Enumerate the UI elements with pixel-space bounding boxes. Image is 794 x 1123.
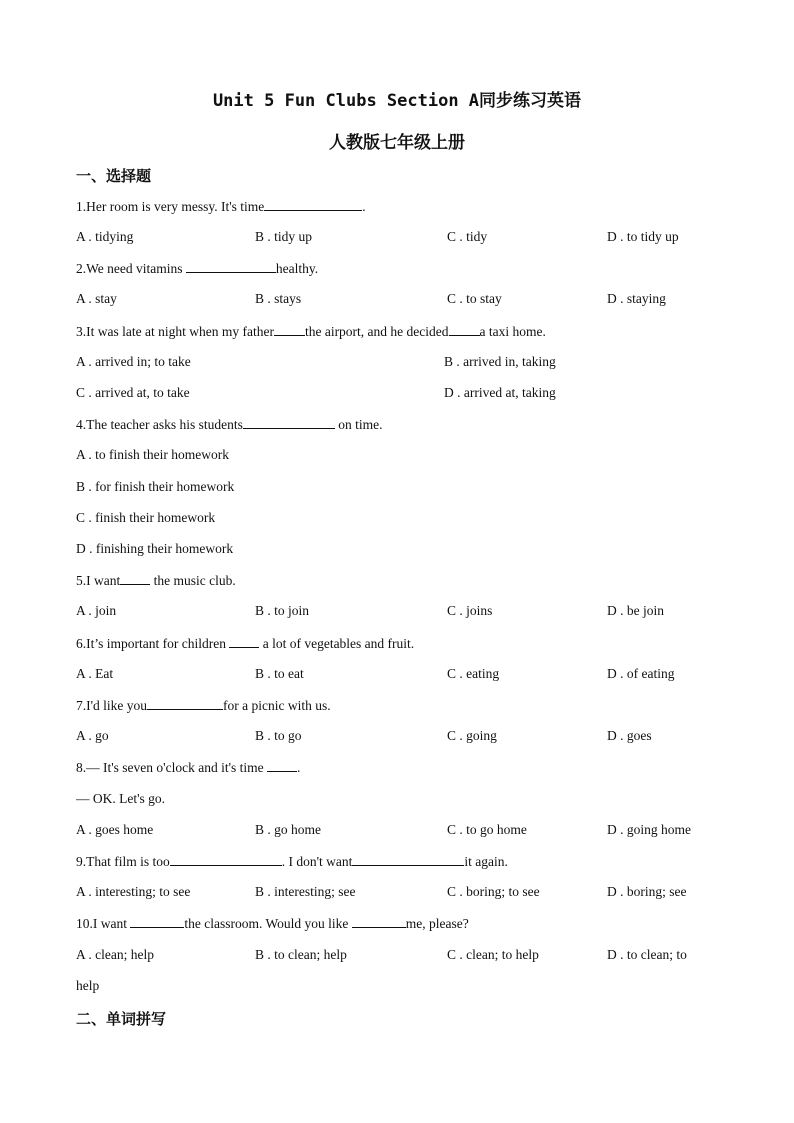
option-c[interactable]: C . to stay [447, 291, 502, 306]
section-heading-choice: 一、选择题 [76, 167, 152, 185]
option-b[interactable]: B . interesting; see [255, 884, 356, 899]
option-c[interactable]: C . eating [447, 666, 500, 681]
option-c[interactable]: C . to go home [447, 822, 527, 837]
option-d[interactable]: D . goes [607, 728, 652, 743]
option-b[interactable]: B . arrived in, taking [444, 354, 556, 369]
question-text: 1.Her room is very messy. It's time [76, 199, 265, 214]
question-text: 7.I'd like you [76, 698, 148, 713]
option-d[interactable]: D . arrived at, taking [444, 385, 556, 400]
option-a[interactable]: A . interesting; to see [76, 884, 191, 899]
option-c[interactable]: C . finish their homework [76, 510, 216, 525]
question-3 [76, 323, 546, 340]
question-text: 10.I want [76, 916, 131, 931]
option-b[interactable]: B . for finish their homework [76, 479, 235, 494]
option-d[interactable]: D . to tidy up [607, 229, 679, 244]
question-6 [76, 635, 414, 652]
option-c[interactable]: C . joins [447, 603, 493, 618]
question-5 [76, 572, 236, 589]
option-a[interactable]: A . Eat [76, 666, 114, 681]
answer-blank[interactable] [147, 697, 223, 710]
option-a[interactable]: A . go [76, 728, 109, 743]
option-d[interactable]: D . staying [607, 291, 666, 306]
answer-blank[interactable] [170, 853, 282, 866]
answer-blank[interactable] [186, 260, 276, 273]
question-9 [76, 853, 508, 870]
answer-blank[interactable] [267, 759, 297, 772]
option-a[interactable]: A . stay [76, 291, 117, 306]
option-d[interactable]: D . going home [607, 822, 691, 837]
question-text: on time. [334, 417, 383, 432]
answer-blank[interactable] [274, 323, 305, 336]
option-c[interactable]: C . boring; to see [447, 884, 540, 899]
option-c[interactable]: C . tidy [447, 229, 488, 244]
question-text: . I don't want [281, 854, 353, 869]
answer-blank[interactable] [352, 853, 464, 866]
answer-blank[interactable] [243, 416, 335, 429]
option-b[interactable]: B . to join [255, 603, 310, 618]
option-d[interactable]: D . to clean; to [607, 947, 687, 962]
option-b[interactable]: B . to go [255, 728, 302, 743]
question-7 [76, 697, 331, 714]
question-text: the music club. [150, 573, 236, 588]
option-b[interactable]: B . go home [255, 822, 321, 837]
option-c[interactable]: C . going [447, 728, 497, 743]
option-a[interactable]: A . to finish their homework [76, 447, 229, 462]
question-text: . [362, 199, 366, 214]
question-text: . [297, 760, 301, 775]
option-c[interactable]: C . arrived at, to take [76, 385, 190, 400]
question-1 [76, 198, 366, 215]
option-a[interactable]: A . goes home [76, 822, 154, 837]
option-c[interactable]: C . clean; to help [447, 947, 539, 962]
question-text: the classroom. Would you like [184, 916, 352, 931]
question-text: 8.— It's seven o'clock and it's time [76, 760, 268, 775]
question-8-reply: — OK. Let's go. [76, 791, 166, 806]
option-d[interactable]: D . be join [607, 603, 664, 618]
option-b[interactable]: B . tidy up [255, 229, 313, 244]
question-text: 6.It’s important for children [76, 636, 230, 651]
section-heading-spelling: 二、单词拼写 [76, 1010, 167, 1028]
question-text: 4.The teacher asks his students [76, 417, 243, 432]
question-text: 9.That film is too [76, 854, 170, 869]
question-4 [76, 416, 382, 433]
option-a[interactable]: A . arrived in; to take [76, 354, 191, 369]
document-subtitle: 人教版七年级上册 [329, 133, 465, 153]
option-b[interactable]: B . to clean; help [255, 947, 347, 962]
option-a[interactable]: A . clean; help [76, 947, 154, 962]
question-text: a taxi home. [479, 324, 546, 339]
question-2 [76, 260, 318, 277]
answer-blank[interactable] [229, 635, 259, 648]
option-b[interactable]: B . stays [255, 291, 302, 306]
option-d[interactable]: D . boring; see [607, 884, 687, 899]
option-a[interactable]: A . join [76, 603, 117, 618]
question-10 [76, 915, 469, 932]
question-text: 2.We need vitamins [76, 261, 186, 276]
option-d-wrap: help [76, 978, 100, 993]
option-d[interactable]: D . of eating [607, 666, 675, 681]
answer-blank[interactable] [120, 572, 150, 585]
answer-blank[interactable] [264, 198, 362, 211]
question-text: a lot of vegetables and fruit. [259, 636, 415, 651]
question-text: 3.It was late at night when my father [76, 324, 274, 339]
answer-blank[interactable] [352, 915, 406, 928]
answer-blank[interactable] [449, 323, 480, 336]
answer-blank[interactable] [130, 915, 184, 928]
option-b[interactable]: B . to eat [255, 666, 304, 681]
question-text: for a picnic with us. [223, 698, 331, 713]
question-text: me, please? [405, 916, 469, 931]
question-text: healthy. [275, 261, 319, 276]
document-title: Unit 5 Fun Clubs Section A同步练习英语 [212, 91, 582, 111]
option-a[interactable]: A . tidying [76, 229, 134, 244]
question-text: it again. [464, 854, 508, 869]
question-8 [76, 759, 300, 776]
question-text: the airport, and he decided [304, 324, 449, 339]
question-text: 5.I want [76, 573, 121, 588]
option-d[interactable]: D . finishing their homework [76, 541, 234, 556]
